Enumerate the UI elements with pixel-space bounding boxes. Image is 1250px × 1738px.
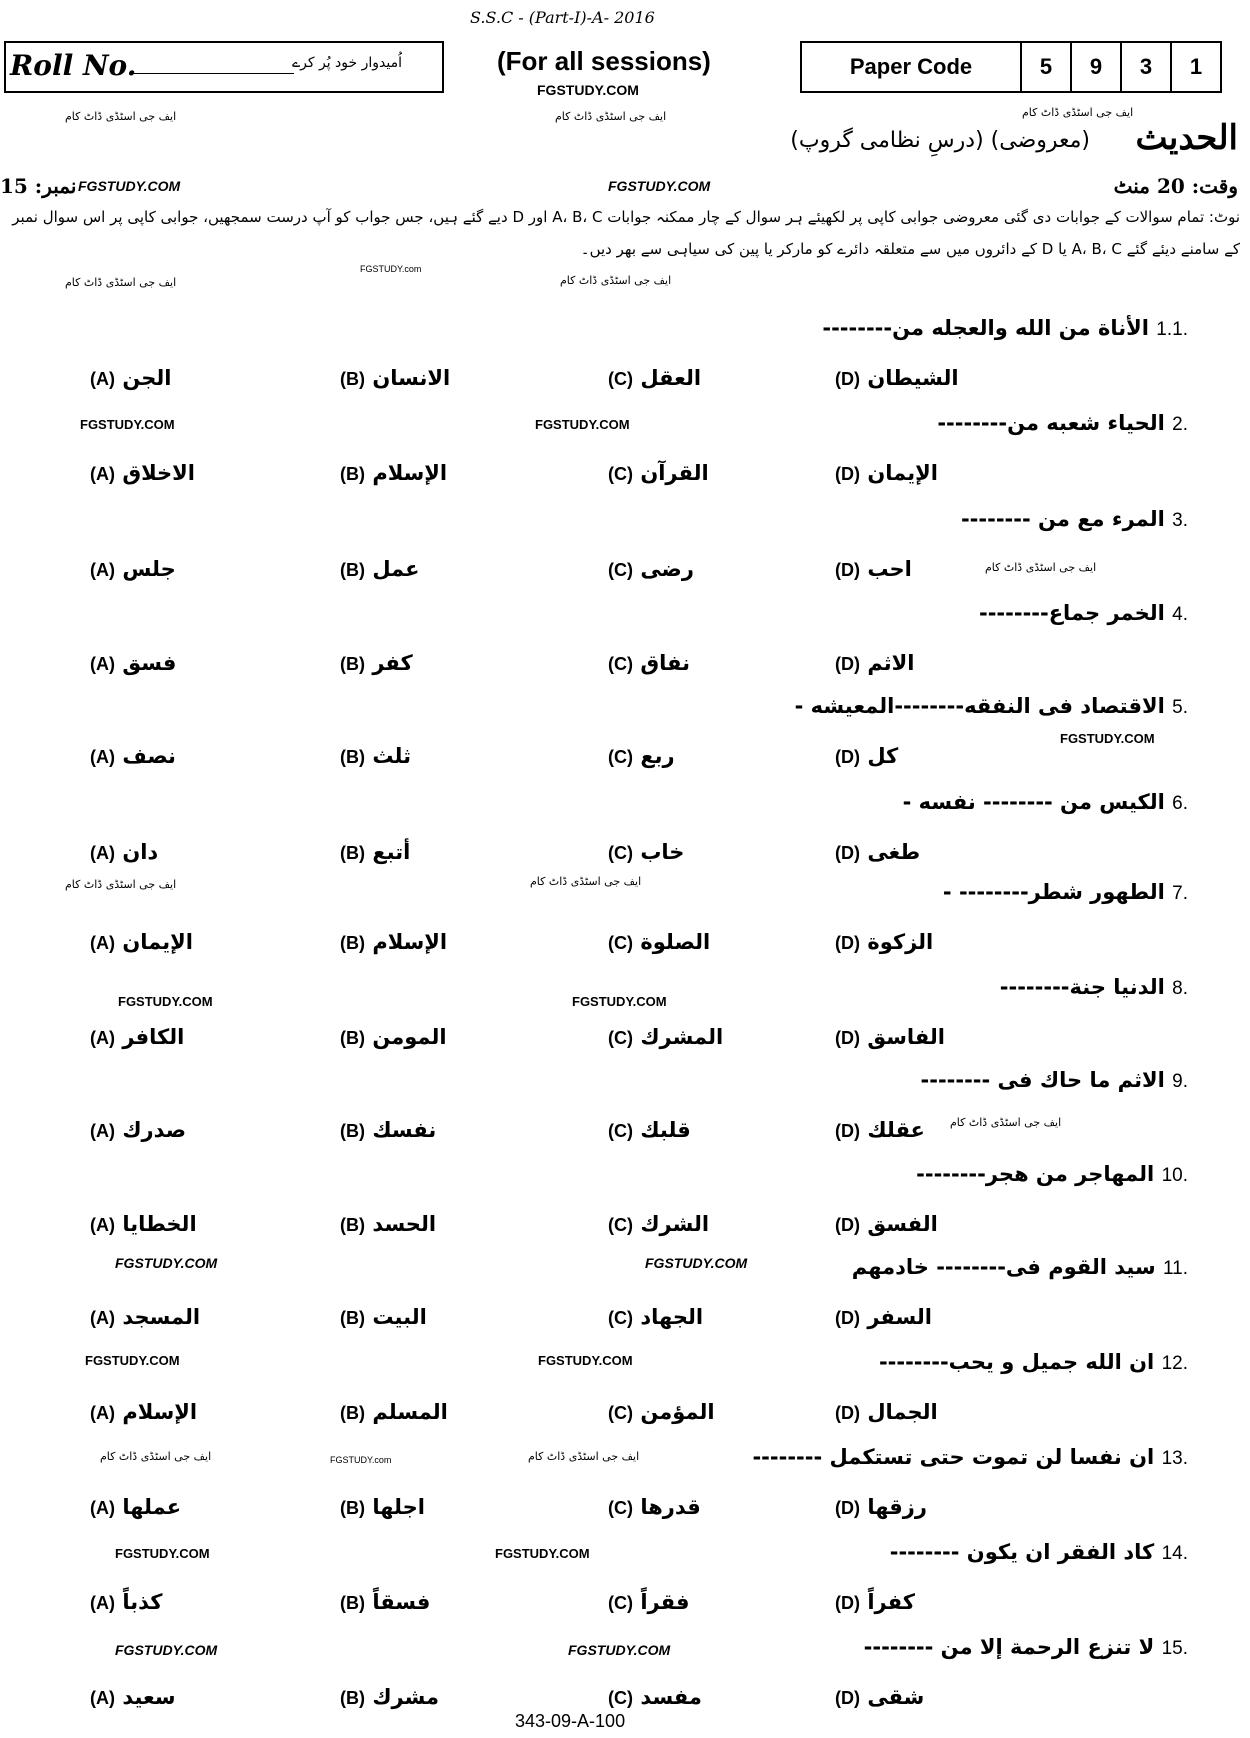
option-a[interactable] bbox=[90, 744, 176, 768]
option-b[interactable] bbox=[340, 1495, 425, 1519]
option-letter: (A) bbox=[90, 1121, 115, 1141]
option-c[interactable] bbox=[608, 366, 701, 390]
footer-code: 343-09-A-100 bbox=[515, 1711, 626, 1731]
option-letter: (D) bbox=[835, 747, 860, 767]
option-b[interactable] bbox=[340, 1212, 436, 1236]
site-label: FGSTUDY.COM bbox=[537, 82, 639, 98]
option-text: ربع bbox=[640, 744, 675, 768]
option-text: كذباً bbox=[122, 1590, 163, 1614]
option-text: ثلث bbox=[372, 744, 412, 768]
option-text: دان bbox=[122, 840, 159, 864]
question-text bbox=[916, 1162, 1188, 1187]
option-d[interactable] bbox=[835, 1118, 925, 1142]
question-number: .14 bbox=[1161, 1543, 1188, 1564]
option-letter: (B) bbox=[340, 369, 365, 389]
option-a[interactable] bbox=[90, 557, 176, 581]
option-text: اجلها bbox=[372, 1495, 425, 1519]
option-b[interactable] bbox=[340, 1685, 439, 1709]
option-letter: (C) bbox=[608, 1308, 633, 1328]
option-text: الحسد bbox=[372, 1212, 437, 1236]
question-text bbox=[752, 1445, 1188, 1470]
option-d[interactable] bbox=[835, 744, 898, 768]
option-a[interactable] bbox=[90, 1305, 200, 1329]
option-text: قدرها bbox=[640, 1495, 701, 1519]
option-text: الاخلاق bbox=[122, 461, 196, 485]
instructions-line-1: نوٹ: تمام سوالات کے جوابات دی گئی معروضی جوابی کاپی پر لکھیئے ہر سوال کے چار ممکنہ جوابات A، B، C اور D دیے گئے ہیں، جس جواب کو آپ درست سمجھیں، جوابی کاپی پر اس سوال نمبر bbox=[12, 208, 1240, 226]
option-letter: (C) bbox=[608, 1403, 633, 1423]
question-stem: الطهور شطر-------- - bbox=[942, 880, 1165, 904]
option-b[interactable] bbox=[340, 557, 419, 581]
option-a[interactable] bbox=[90, 1685, 176, 1709]
paper-code-digit: 5 bbox=[1020, 41, 1072, 93]
watermark-urdu: ایف جی اسٹڈی ڈاٹ کام bbox=[528, 1450, 640, 1463]
option-letter: (B) bbox=[340, 1215, 365, 1235]
option-d[interactable] bbox=[835, 651, 915, 675]
sessions-label: (For all sessions) bbox=[497, 46, 711, 76]
option-c[interactable] bbox=[608, 930, 710, 954]
option-d[interactable] bbox=[835, 366, 959, 390]
question-text bbox=[890, 1540, 1188, 1565]
option-a[interactable] bbox=[90, 1400, 197, 1424]
option-letter: (A) bbox=[90, 1593, 115, 1613]
question-stem: ان نفسا لن تموت حتى تستكمل -------- bbox=[752, 1445, 1155, 1469]
option-text: الكافر bbox=[122, 1025, 185, 1049]
option-text: المومن bbox=[372, 1025, 447, 1049]
option-text: العقل bbox=[640, 366, 702, 390]
watermark-site: FGSTUDY.COM bbox=[538, 1353, 633, 1368]
option-a[interactable] bbox=[90, 1025, 184, 1049]
option-c[interactable] bbox=[608, 557, 694, 581]
option-text: الإسلام bbox=[122, 1400, 198, 1424]
question-text bbox=[937, 411, 1188, 436]
watermark-site: FGSTUDY.COM bbox=[535, 417, 630, 432]
option-letter: (B) bbox=[340, 1121, 365, 1141]
question-number: .1.1 bbox=[1156, 319, 1188, 340]
option-letter: (B) bbox=[340, 1308, 365, 1328]
option-d[interactable] bbox=[835, 1305, 932, 1329]
option-text: المؤمن bbox=[640, 1400, 715, 1424]
option-letter: (C) bbox=[608, 1593, 633, 1613]
question-stem: الاثم ما حاك فى -------- bbox=[920, 1068, 1165, 1092]
question-text bbox=[921, 1068, 1188, 1093]
option-b[interactable] bbox=[340, 1305, 427, 1329]
paper-code-digit: 1 bbox=[1170, 41, 1222, 93]
option-text: مفسد bbox=[640, 1685, 702, 1709]
question-number: .2 bbox=[1172, 414, 1188, 435]
watermark-urdu: ایف جی اسٹڈی ڈاٹ کام bbox=[65, 878, 177, 891]
option-text: البيت bbox=[372, 1305, 427, 1329]
option-text: الإيمان bbox=[867, 461, 938, 485]
option-text: الإسلام bbox=[372, 461, 448, 485]
option-text: نصف bbox=[122, 744, 176, 768]
option-b[interactable] bbox=[340, 1025, 447, 1049]
question-stem: كاد الفقر ان يكون -------- bbox=[889, 1540, 1155, 1564]
option-b[interactable] bbox=[340, 1400, 448, 1424]
option-letter: (A) bbox=[90, 1215, 115, 1235]
option-d[interactable] bbox=[835, 840, 920, 864]
option-a[interactable] bbox=[90, 1495, 181, 1519]
option-letter: (D) bbox=[835, 933, 860, 953]
option-c[interactable] bbox=[608, 840, 684, 864]
option-letter: (C) bbox=[608, 1498, 633, 1518]
option-letter: (B) bbox=[340, 1498, 365, 1518]
option-c[interactable] bbox=[608, 1495, 701, 1519]
option-text: مشرك bbox=[372, 1685, 439, 1709]
watermark-urdu: ایف جی اسٹڈی ڈاٹ کام bbox=[1022, 106, 1134, 119]
option-letter: (B) bbox=[340, 1688, 365, 1708]
option-letter: (D) bbox=[835, 1593, 860, 1613]
option-c[interactable] bbox=[608, 1118, 691, 1142]
option-text: طغى bbox=[867, 840, 921, 864]
option-letter: (A) bbox=[90, 1308, 115, 1328]
option-text: نفسك bbox=[372, 1118, 437, 1142]
question-text bbox=[795, 694, 1188, 719]
watermark-urdu: ایف جی اسٹڈی ڈاٹ کام bbox=[950, 1116, 1062, 1129]
option-letter: (A) bbox=[90, 654, 115, 674]
question-number: .3 bbox=[1172, 510, 1188, 531]
option-text: الانسان bbox=[372, 366, 451, 390]
option-text: رزقها bbox=[867, 1495, 927, 1519]
question-stem: الخمر جماع-------- bbox=[978, 601, 1165, 625]
option-c[interactable] bbox=[608, 1305, 703, 1329]
option-c[interactable] bbox=[608, 461, 709, 485]
question-text bbox=[822, 316, 1188, 341]
watermark-urdu: ایف جی اسٹڈی ڈاٹ کام bbox=[100, 1450, 212, 1463]
option-text: السفر bbox=[867, 1305, 932, 1329]
option-text: كل bbox=[867, 744, 899, 768]
watermark-urdu: ایف جی اسٹڈی ڈاٹ کام bbox=[555, 110, 667, 123]
option-d[interactable] bbox=[835, 1685, 924, 1709]
option-text: سعيد bbox=[122, 1685, 176, 1709]
option-letter: (D) bbox=[835, 1121, 860, 1141]
watermark-site: FGSTUDY.COM bbox=[645, 1255, 748, 1271]
roll-number-box[interactable] bbox=[4, 41, 444, 93]
option-letter: (B) bbox=[340, 1028, 365, 1048]
option-a[interactable] bbox=[90, 366, 171, 390]
question-number: .11 bbox=[1162, 1258, 1188, 1279]
option-letter: (A) bbox=[90, 843, 115, 863]
option-letter: (A) bbox=[90, 1403, 115, 1423]
option-a[interactable] bbox=[90, 1118, 186, 1142]
option-letter: (C) bbox=[608, 1121, 633, 1141]
option-text: عقلك bbox=[867, 1118, 925, 1142]
question-number: .10 bbox=[1161, 1165, 1188, 1186]
question-number: .5 bbox=[1172, 697, 1188, 718]
question-text bbox=[1000, 975, 1188, 1000]
option-b[interactable] bbox=[340, 840, 410, 864]
option-letter: (C) bbox=[608, 1028, 633, 1048]
instructions-line-2: کے سامنے دیئے گئے A، B، C یا D کے دائروں میں سے متعلقہ دائرے کو مارکر یا پین کی سیاہی سے بھر دیں۔ bbox=[580, 240, 1240, 258]
option-d[interactable] bbox=[835, 1025, 945, 1049]
option-d[interactable] bbox=[835, 1495, 927, 1519]
watermark-site: FGSTUDY.COM bbox=[80, 417, 175, 432]
question-number: .8 bbox=[1172, 978, 1188, 999]
option-text: المسلم bbox=[372, 1400, 448, 1424]
option-letter: (D) bbox=[835, 654, 860, 674]
option-text: الإيمان bbox=[122, 930, 193, 954]
option-b[interactable] bbox=[340, 461, 447, 485]
option-a[interactable] bbox=[90, 1212, 197, 1236]
option-text: كفراً bbox=[867, 1590, 915, 1614]
question-stem: سيد القوم فى-------- خادمهم bbox=[851, 1255, 1156, 1279]
option-text: الخطايا bbox=[122, 1212, 197, 1236]
option-letter: (B) bbox=[340, 654, 365, 674]
option-text: صدرك bbox=[122, 1118, 187, 1142]
time-label: وقت: 20 منٹ bbox=[1113, 174, 1238, 198]
option-text: عملها bbox=[122, 1495, 182, 1519]
exam-title: S.S.C - (Part-I)-A- 2016 bbox=[470, 8, 655, 27]
watermark-site: FGSTUDY.COM bbox=[115, 1546, 210, 1561]
watermark-urdu: ایف جی اسٹڈی ڈاٹ کام bbox=[530, 875, 642, 888]
option-letter: (D) bbox=[835, 1403, 860, 1423]
option-letter: (D) bbox=[835, 1498, 860, 1518]
question-stem: الدنيا جنة-------- bbox=[999, 975, 1165, 999]
watermark-urdu: ایف جی اسٹڈی ڈاٹ کام bbox=[65, 110, 177, 123]
option-text: الصلوة bbox=[640, 930, 711, 954]
option-letter: (B) bbox=[340, 1593, 365, 1613]
option-text: الفسق bbox=[867, 1212, 938, 1236]
option-b[interactable] bbox=[340, 744, 411, 768]
option-letter: (D) bbox=[835, 369, 860, 389]
option-c[interactable] bbox=[608, 744, 675, 768]
roll-number-line bbox=[134, 73, 294, 74]
option-text: أتبع bbox=[372, 840, 411, 864]
question-text bbox=[943, 880, 1188, 905]
option-text: فسق bbox=[122, 651, 177, 675]
option-text: كفر bbox=[372, 651, 413, 675]
option-letter: (A) bbox=[90, 747, 115, 767]
watermark-site: FGSTUDY.COM bbox=[572, 994, 667, 1009]
option-letter: (D) bbox=[835, 843, 860, 863]
question-number: .15 bbox=[1161, 1638, 1188, 1659]
roll-number-label: Roll No. bbox=[10, 49, 137, 82]
question-text bbox=[903, 790, 1188, 815]
option-letter: (C) bbox=[608, 560, 633, 580]
marks-label: نمبر: 15 bbox=[0, 174, 77, 198]
option-b[interactable] bbox=[340, 930, 447, 954]
option-b[interactable] bbox=[340, 651, 413, 675]
question-text bbox=[979, 601, 1188, 626]
option-letter: (A) bbox=[90, 1028, 115, 1048]
subject-title: الحدیث bbox=[1135, 118, 1238, 158]
option-text: الشرك bbox=[640, 1212, 710, 1236]
question-number: .12 bbox=[1161, 1353, 1188, 1374]
option-text: الاثم bbox=[867, 651, 915, 675]
question-stem: الاقتصاد فى النفقه--------المعيشه - bbox=[794, 694, 1165, 718]
question-number: .6 bbox=[1172, 793, 1188, 814]
option-d[interactable] bbox=[835, 930, 933, 954]
option-d[interactable] bbox=[835, 1590, 915, 1614]
option-letter: (A) bbox=[90, 369, 115, 389]
option-d[interactable] bbox=[835, 1212, 938, 1236]
option-c[interactable] bbox=[608, 1212, 709, 1236]
paper-code-digit: 9 bbox=[1070, 41, 1122, 93]
watermark-site-small: FGSTUDY.com bbox=[330, 1455, 392, 1465]
option-letter: (C) bbox=[608, 464, 633, 484]
option-letter: (D) bbox=[835, 1308, 860, 1328]
question-text bbox=[879, 1350, 1188, 1375]
watermark-site: FGSTUDY.COM bbox=[568, 1642, 671, 1658]
option-text: الجن bbox=[122, 366, 172, 390]
option-text: القرآن bbox=[640, 461, 709, 485]
watermark-site: FGSTUDY.COM bbox=[1060, 731, 1155, 746]
option-text: الفاسق bbox=[867, 1025, 945, 1049]
watermark-urdu: ایف جی اسٹڈی ڈاٹ کام bbox=[985, 561, 1097, 574]
watermark-site: FGSTUDY.COM bbox=[495, 1546, 590, 1561]
option-c[interactable] bbox=[608, 651, 690, 675]
watermark-site: FGSTUDY.COM bbox=[78, 178, 181, 194]
question-stem: المهاجر من هجر-------- bbox=[916, 1162, 1155, 1186]
roll-number-note: اُمیدوار خود پُر کرے bbox=[291, 55, 402, 71]
question-number: .13 bbox=[1161, 1448, 1188, 1469]
option-text: جلس bbox=[122, 557, 176, 581]
question-number: .7 bbox=[1172, 883, 1188, 904]
watermark-site: FGSTUDY.COM bbox=[115, 1642, 218, 1658]
option-letter: (C) bbox=[608, 747, 633, 767]
option-letter: (B) bbox=[340, 933, 365, 953]
option-letter: (B) bbox=[340, 1403, 365, 1423]
watermark-site: FGSTUDY.COM bbox=[115, 1255, 218, 1271]
option-letter: (C) bbox=[608, 369, 633, 389]
option-text: نفاق bbox=[640, 651, 690, 675]
watermark-site: FGSTUDY.COM bbox=[85, 1353, 180, 1368]
option-letter: (C) bbox=[608, 933, 633, 953]
option-letter: (A) bbox=[90, 1688, 115, 1708]
question-number: .9 bbox=[1172, 1071, 1188, 1092]
question-number: .4 bbox=[1172, 604, 1188, 625]
option-text: الإسلام bbox=[372, 930, 448, 954]
option-text: شقى bbox=[867, 1685, 925, 1709]
option-c[interactable] bbox=[608, 1590, 689, 1614]
question-stem: الحياء شعبه من-------- bbox=[937, 411, 1165, 435]
option-letter: (D) bbox=[835, 1688, 860, 1708]
option-text: قلبك bbox=[640, 1118, 691, 1142]
watermark-site-small: FGSTUDY.com bbox=[360, 264, 422, 274]
option-a[interactable] bbox=[90, 461, 195, 485]
option-text: الشيطان bbox=[867, 366, 959, 390]
option-text: الجمال bbox=[867, 1400, 938, 1424]
option-letter: (D) bbox=[835, 1028, 860, 1048]
option-letter: (A) bbox=[90, 933, 115, 953]
paper-code-box bbox=[800, 41, 1222, 93]
option-letter: (B) bbox=[340, 747, 365, 767]
question-stem: الكيس من -------- نفسه - bbox=[902, 790, 1165, 814]
question-stem: الأناة من الله والعجله من-------- bbox=[822, 316, 1149, 340]
subject-subtitle: (معروضی) (درسِ نظامی گروپ) bbox=[790, 128, 1090, 153]
option-letter: (B) bbox=[340, 560, 365, 580]
option-letter: (C) bbox=[608, 654, 633, 674]
option-c[interactable] bbox=[608, 1025, 723, 1049]
option-letter: (A) bbox=[90, 464, 115, 484]
option-text: المسجد bbox=[122, 1305, 201, 1329]
option-letter: (A) bbox=[90, 560, 115, 580]
watermark-site: FGSTUDY.COM bbox=[608, 178, 711, 194]
option-b[interactable] bbox=[340, 1590, 430, 1614]
option-text: عمل bbox=[372, 557, 420, 581]
option-d[interactable] bbox=[835, 557, 912, 581]
option-a[interactable] bbox=[90, 930, 193, 954]
option-text: فقراً bbox=[640, 1590, 690, 1614]
option-letter: (D) bbox=[835, 560, 860, 580]
question-stem: ان الله جميل و يحب-------- bbox=[878, 1350, 1155, 1374]
question-stem: لا تنزع الرحمة إلا من -------- bbox=[863, 1635, 1155, 1659]
option-c[interactable] bbox=[608, 1400, 715, 1424]
option-b[interactable] bbox=[340, 1118, 436, 1142]
option-text: فسقاً bbox=[372, 1590, 431, 1614]
option-d[interactable] bbox=[835, 1400, 938, 1424]
option-text: الجهاد bbox=[640, 1305, 704, 1329]
option-letter: (C) bbox=[608, 1688, 633, 1708]
option-a[interactable] bbox=[90, 840, 158, 864]
option-text: احب bbox=[867, 557, 912, 581]
option-letter: (D) bbox=[835, 1215, 860, 1235]
watermark-urdu: ایف جی اسٹڈی ڈاٹ کام bbox=[65, 276, 177, 289]
option-text: رضى bbox=[640, 557, 694, 581]
option-text: الزكوة bbox=[867, 930, 934, 954]
option-d[interactable] bbox=[835, 461, 938, 485]
option-text: خاب bbox=[640, 840, 685, 864]
option-letter: (C) bbox=[608, 1215, 633, 1235]
option-b[interactable] bbox=[340, 366, 450, 390]
paper-code-digit: 3 bbox=[1120, 41, 1172, 93]
question-text bbox=[852, 1255, 1188, 1280]
option-a[interactable] bbox=[90, 651, 176, 675]
option-text: المشرك bbox=[640, 1025, 724, 1049]
watermark-site: FGSTUDY.COM bbox=[118, 994, 213, 1009]
option-letter: (B) bbox=[340, 464, 365, 484]
question-text bbox=[864, 1635, 1188, 1660]
option-letter: (B) bbox=[340, 843, 365, 863]
option-letter: (C) bbox=[608, 843, 633, 863]
option-letter: (D) bbox=[835, 464, 860, 484]
option-letter: (A) bbox=[90, 1498, 115, 1518]
option-a[interactable] bbox=[90, 1590, 162, 1614]
question-text bbox=[961, 507, 1188, 532]
watermark-urdu: ایف جی اسٹڈی ڈاٹ کام bbox=[560, 274, 672, 287]
option-c[interactable] bbox=[608, 1685, 702, 1709]
question-stem: المرء مع من -------- bbox=[960, 507, 1165, 531]
paper-code-label: Paper Code bbox=[800, 41, 1022, 93]
